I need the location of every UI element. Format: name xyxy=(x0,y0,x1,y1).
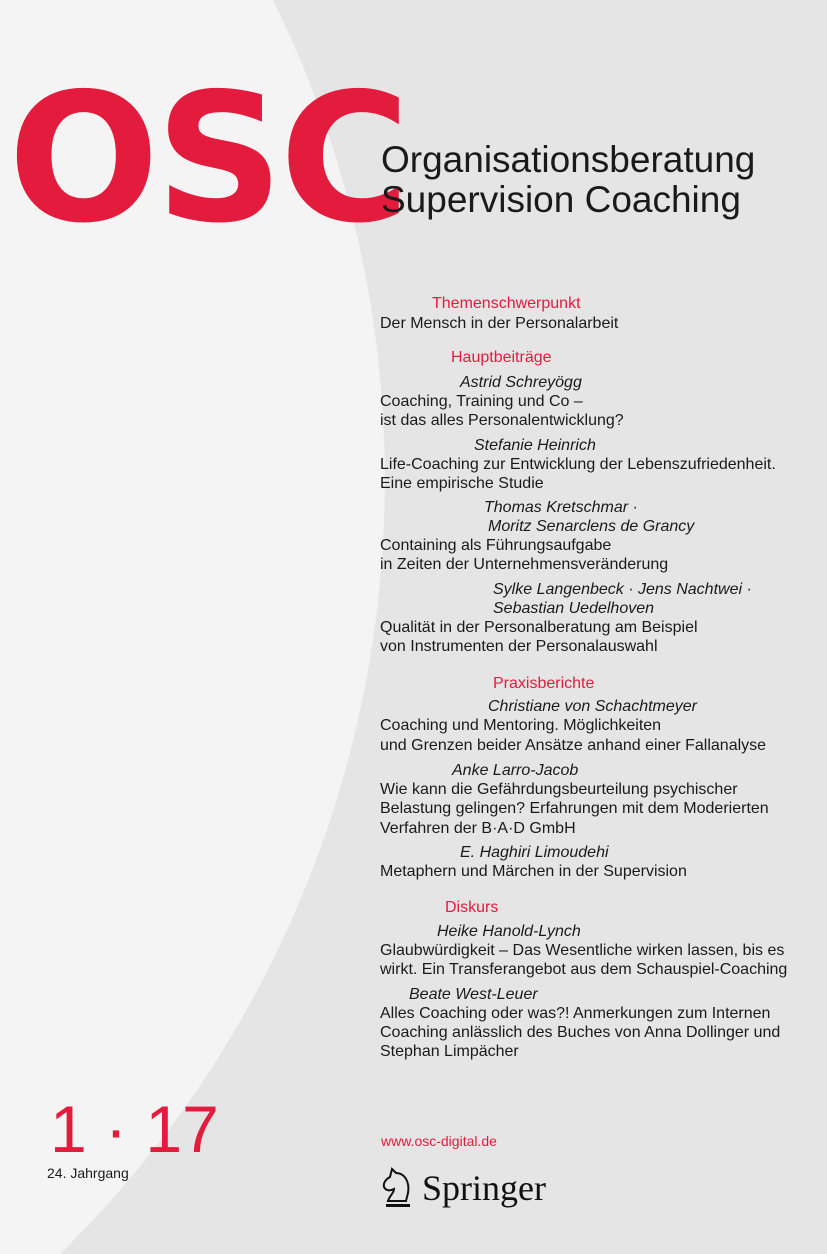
article-title: wirkt. Ein Transferangebot aus dem Schauspiel-Coaching xyxy=(380,961,788,978)
article-title: Alles Coaching oder was?! Anmerkungen zum Internen xyxy=(380,1005,771,1022)
section-label-themen: Themenschwerpunkt xyxy=(432,295,581,312)
article-title: Wie kann die Gefährdungsbeurteilung psychischer xyxy=(380,781,738,798)
article-title: Belastung gelingen? Erfahrungen mit dem Moderierten xyxy=(380,800,769,817)
article-author: Sylke Langenbeck · Jens Nachtwei · xyxy=(493,581,752,598)
themen-title: Der Mensch in der Personalarbeit xyxy=(380,315,619,332)
section-label-praxis: Praxisberichte xyxy=(493,675,595,692)
article-title: ist das alles Personalentwicklung? xyxy=(380,412,624,429)
knight-horse-icon xyxy=(380,1165,416,1211)
section-label-diskurs: Diskurs xyxy=(445,899,499,916)
article-author: Anke Larro-Jacob xyxy=(452,762,579,779)
article-title: in Zeiten der Unternehmensveränderung xyxy=(380,556,669,573)
article-title: Verfahren der B·A·D GmbH xyxy=(380,820,576,837)
article-title: und Grenzen beider Ansätze anhand einer Fallanalyse xyxy=(380,737,767,754)
article-title: von Instrumenten der Personalauswahl xyxy=(380,638,658,655)
journal-subtitle-1: Organisationsberatung xyxy=(381,139,756,180)
article-author: Thomas Kretschmar · xyxy=(484,499,638,516)
article-title: Glaubwürdigkeit – Das Wesentliche wirken lassen, bis es xyxy=(380,942,785,959)
journal-subtitle-2: Supervision Coaching xyxy=(381,179,741,220)
publisher-logo xyxy=(380,1165,546,1211)
article-author: Heike Hanold-Lynch xyxy=(437,923,581,940)
article-title: Containing als Führungsaufgabe xyxy=(380,537,612,554)
article-title: Metaphern und Märchen in der Supervision xyxy=(380,863,687,880)
volume-label: 24. Jahrgang xyxy=(47,1165,129,1181)
article-author: Moritz Senarclens de Grancy xyxy=(488,518,695,535)
article-author: Beate West-Leuer xyxy=(409,986,538,1003)
article-title: Qualität in der Personalberatung am Beispiel xyxy=(380,619,698,636)
article-author: Sebastian Uedelhoven xyxy=(493,600,655,617)
article-title: Coaching anlässlich des Buches von Anna Dollinger und xyxy=(380,1024,781,1041)
issue-number: 1 · 17 xyxy=(50,1092,219,1166)
section-label-haupt: Hauptbeiträge xyxy=(451,349,552,366)
publisher-name: Springer xyxy=(422,1168,546,1208)
website-link[interactable]: www.osc-digital.de xyxy=(381,1133,497,1149)
article-title: Coaching, Training und Co – xyxy=(380,393,583,410)
article-author: E. Haghiri Limoudehi xyxy=(460,844,609,861)
article-author: Stefanie Heinrich xyxy=(474,437,596,454)
article-author: Astrid Schreyögg xyxy=(460,374,582,391)
article-title: Coaching und Mentoring. Möglichkeiten xyxy=(380,717,662,734)
journal-logo: OSC xyxy=(8,55,407,262)
article-title: Stephan Limpächer xyxy=(380,1043,519,1060)
article-author: Christiane von Schachtmeyer xyxy=(488,698,697,715)
article-title: Life-Coaching zur Entwicklung der Lebenszufriedenheit. xyxy=(380,456,776,473)
article-title: Eine empirische Studie xyxy=(380,475,544,492)
